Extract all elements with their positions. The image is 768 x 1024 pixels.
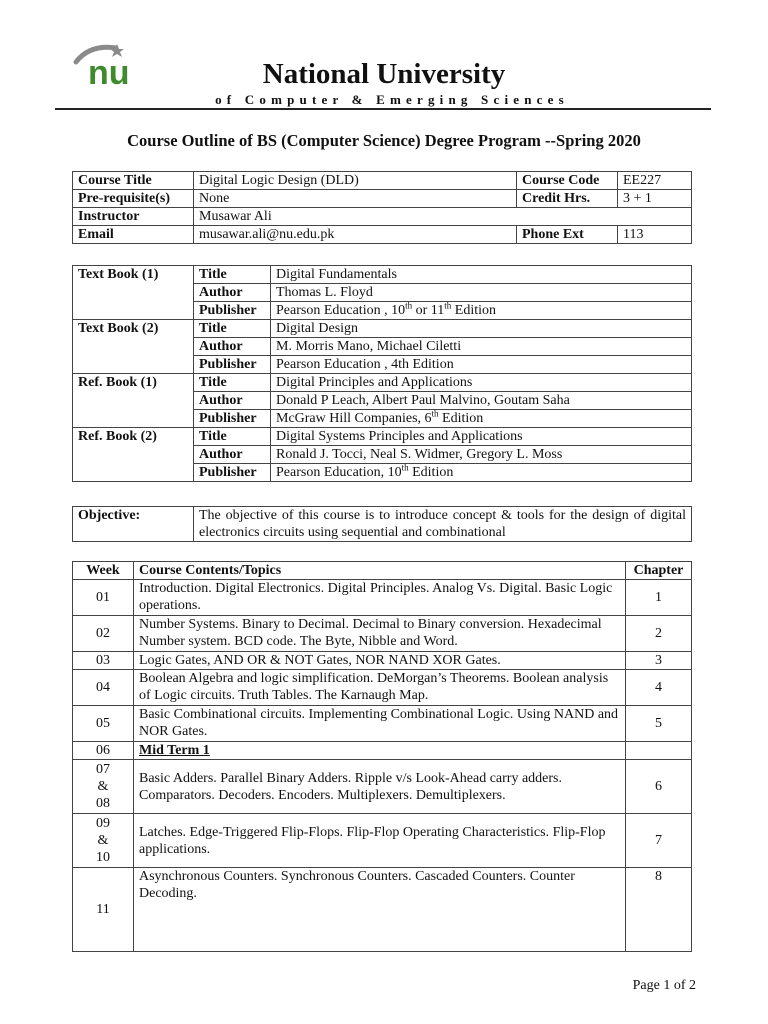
week-cell: 04	[73, 670, 134, 706]
table-row	[73, 580, 692, 616]
publisher-text: McGraw Hill Companies, 6	[276, 411, 432, 426]
week-number: 07	[96, 762, 110, 777]
prereq-value: None	[194, 190, 517, 208]
schedule-table	[72, 561, 692, 952]
course-code-value: EE227	[618, 172, 692, 190]
book-label: Text Book (1)	[73, 266, 194, 320]
book-label: Text Book (2)	[73, 320, 194, 374]
table-row	[73, 428, 692, 446]
book-field-publisher: Publisher	[194, 464, 271, 482]
chapter-cell	[626, 742, 692, 760]
week-separator: &	[97, 833, 109, 848]
table-row	[73, 374, 692, 392]
week-cell: 02	[73, 616, 134, 652]
book-publisher	[271, 302, 692, 320]
publisher-text: Edition	[438, 411, 484, 426]
book-author: Ronald J. Tocci, Neal S. Widmer, Gregory L. Moss	[271, 446, 692, 464]
university-subtitle: of Computer & Emerging Sciences	[215, 92, 569, 107]
book-field-title: Title	[194, 374, 271, 392]
publisher-sup: th	[401, 462, 409, 473]
table-row	[73, 742, 692, 760]
header-divider	[55, 108, 711, 110]
table-row	[73, 616, 692, 652]
publisher-text: Edition	[451, 303, 497, 318]
publisher-sup: th	[431, 408, 439, 419]
logo-text: nu	[88, 54, 130, 92]
book-field-author: Author	[194, 284, 271, 302]
table-row	[73, 208, 692, 226]
week-cell: 05	[73, 706, 134, 742]
table-row	[73, 266, 692, 284]
topics-cell: Number Systems. Binary to Decimal. Decimal to Binary conversion. Hexadecimal Number system. BCD code. The Byte, Nibble and Word.	[134, 616, 626, 652]
phone-label: Phone Ext	[517, 226, 618, 244]
course-info-table	[72, 171, 692, 244]
book-field-author: Author	[194, 392, 271, 410]
page-number: Page 1 of 2	[632, 978, 696, 993]
topics-cell: Basic Combinational circuits. Implementing Combinational Logic. Using NAND and NOR Gates.	[134, 706, 626, 742]
table-row	[73, 814, 692, 868]
book-publisher: Pearson Education , 4th Edition	[271, 356, 692, 374]
table-row	[73, 320, 692, 338]
week-separator: &	[97, 779, 109, 794]
publisher-sup: th	[405, 300, 413, 311]
prereq-label: Pre-requisite(s)	[73, 190, 194, 208]
instructor-value: Musawar Ali	[194, 208, 692, 226]
chapter-cell: 8	[626, 868, 692, 952]
week-cell	[73, 814, 134, 868]
book-field-publisher: Publisher	[194, 410, 271, 428]
table-row	[73, 670, 692, 706]
week-number: 08	[96, 796, 110, 811]
week-cell: 11	[73, 868, 134, 952]
table-row	[73, 172, 692, 190]
course-title-label: Course Title	[73, 172, 194, 190]
phone-value: 113	[618, 226, 692, 244]
week-cell	[73, 760, 134, 814]
university-name: National University	[262, 58, 506, 90]
instructor-label: Instructor	[73, 208, 194, 226]
objective-label: Objective:	[73, 507, 194, 542]
course-outline-title: Course Outline of BS (Computer Science) Degree Program --Spring 2020	[127, 131, 641, 150]
chapter-cell: 7	[626, 814, 692, 868]
table-row	[73, 226, 692, 244]
topics-cell: Latches. Edge-Triggered Flip-Flops. Flip-Flop Operating Characteristics. Flip-Flop applications.	[134, 814, 626, 868]
book-author: Donald P Leach, Albert Paul Malvino, Goutam Saha	[271, 392, 692, 410]
book-author: Thomas L. Floyd	[271, 284, 692, 302]
book-title: Digital Design	[271, 320, 692, 338]
table-header-row	[73, 562, 692, 580]
publisher-sup: th	[444, 300, 452, 311]
week-cell: 03	[73, 652, 134, 670]
book-field-title: Title	[194, 428, 271, 446]
chapter-cell: 2	[626, 616, 692, 652]
week-cell: 06	[73, 742, 134, 760]
week-number: 09	[96, 816, 110, 831]
topics-cell: Boolean Algebra and logic simplification. DeMorgan’s Theorems. Boolean analysis of Logic circuits. Truth Tables. The Karnaugh Map.	[134, 670, 626, 706]
midterm-cell: Mid Term 1	[134, 742, 626, 760]
publisher-text: Pearson Education , 10	[276, 303, 406, 318]
book-author: M. Morris Mano, Michael Ciletti	[271, 338, 692, 356]
course-title-value: Digital Logic Design (DLD)	[194, 172, 517, 190]
publisher-text: or 11	[412, 303, 445, 318]
table-row	[73, 190, 692, 208]
table-row	[73, 706, 692, 742]
books-table	[72, 265, 692, 482]
week-cell: 01	[73, 580, 134, 616]
book-title: Digital Systems Principles and Applications	[271, 428, 692, 446]
book-field-title: Title	[194, 266, 271, 284]
table-row	[73, 760, 692, 814]
book-field-publisher: Publisher	[194, 356, 271, 374]
email-link[interactable]: musawar.ali@nu.edu.pk	[194, 226, 517, 244]
book-field-publisher: Publisher	[194, 302, 271, 320]
book-label: Ref. Book (2)	[73, 428, 194, 482]
book-publisher	[271, 410, 692, 428]
topics-header: Course Contents/Topics	[134, 562, 626, 580]
week-header: Week	[73, 562, 134, 580]
credit-label: Credit Hrs.	[517, 190, 618, 208]
book-field-author: Author	[194, 338, 271, 356]
topics-cell: Introduction. Digital Electronics. Digital Principles. Analog Vs. Digital. Basic Logic operations.	[134, 580, 626, 616]
chapter-cell: 3	[626, 652, 692, 670]
publisher-text: Edition	[408, 465, 454, 480]
credit-value: 3 + 1	[618, 190, 692, 208]
book-field-title: Title	[194, 320, 271, 338]
topics-cell: Logic Gates, AND OR & NOT Gates, NOR NAND XOR Gates.	[134, 652, 626, 670]
week-number: 10	[96, 850, 110, 865]
book-publisher	[271, 464, 692, 482]
chapter-header: Chapter	[626, 562, 692, 580]
email-label: Email	[73, 226, 194, 244]
table-row	[73, 652, 692, 670]
chapter-cell: 6	[626, 760, 692, 814]
table-row	[73, 868, 692, 952]
topics-cell: Basic Adders. Parallel Binary Adders. Ripple v/s Look-Ahead carry adders. Comparators. Decoders. Encoders. Multiplexers. Demultiplexers.	[134, 760, 626, 814]
chapter-cell: 1	[626, 580, 692, 616]
book-title: Digital Principles and Applications	[271, 374, 692, 392]
objective-text: The objective of this course is to introduce concept & tools for the design of digital electronics circuits using sequential and combinational	[194, 507, 692, 542]
book-title: Digital Fundamentals	[271, 266, 692, 284]
chapter-cell: 5	[626, 706, 692, 742]
publisher-text: Pearson Education, 10	[276, 465, 402, 480]
book-field-author: Author	[194, 446, 271, 464]
objective-table	[72, 506, 692, 542]
book-label: Ref. Book (1)	[73, 374, 194, 428]
course-code-label: Course Code	[517, 172, 618, 190]
chapter-cell: 4	[626, 670, 692, 706]
topics-cell: Asynchronous Counters. Synchronous Counters. Cascaded Counters. Counter Decoding.	[134, 868, 626, 952]
table-row	[73, 507, 692, 542]
